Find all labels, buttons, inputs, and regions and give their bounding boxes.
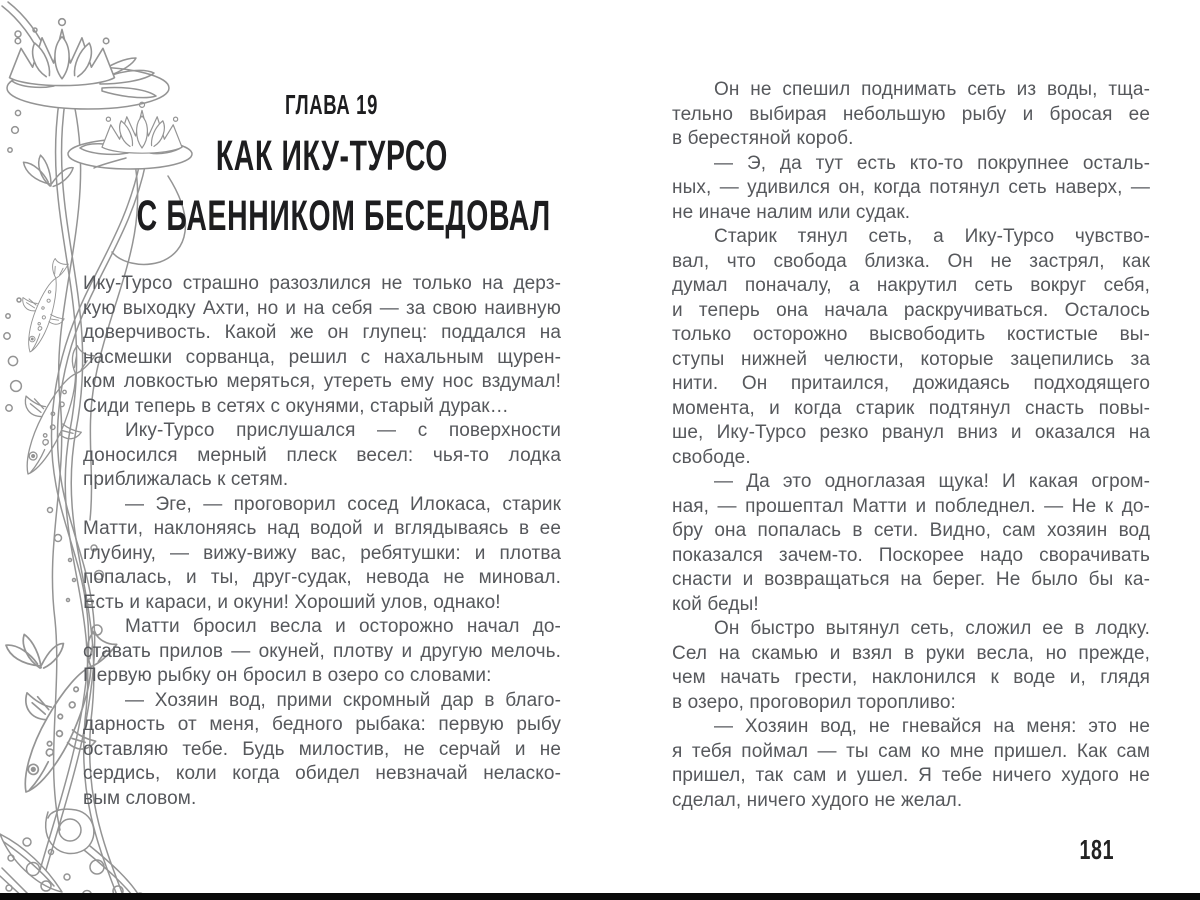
text-line: Он не спешил поднимать сеть из воды, тща-: [714, 79, 1150, 100]
lily-bud-lower: [5, 624, 69, 677]
page-number: 181: [1079, 834, 1115, 865]
paragraph: [672, 152, 1150, 226]
text-line: — Э, да тут есть кто-то покрупнее осталь-: [714, 152, 1150, 174]
text-line: кую выходку Ахти, но и на себя — за свою наивную: [83, 297, 561, 319]
text-line: чем начать грести, наклонился к воде и, глядя: [672, 667, 1150, 688]
text-line: вал, что свобода близка. Он не застрял, как: [672, 250, 1150, 272]
paragraph: [672, 617, 1150, 715]
text-line: ступы нижней челюсти, которые зацепились за: [672, 348, 1150, 370]
text-line: оставляю тебе. Будь милостив, не серчай и не: [83, 738, 561, 760]
text-line: насмешки сорванца, решил с нахальным щурен-: [83, 346, 561, 368]
text-line: Старик тянул сеть, а Ику-Турсо чувство-: [714, 226, 1150, 247]
text-line: доверчивость. Какой же он глупец: поддался на: [83, 322, 561, 343]
text-line: в озеро, проговорил торопливо:: [672, 691, 956, 713]
text-line: доносился мерный плеск весел: чья-то лодка: [83, 444, 561, 466]
text-line: — Да это одноглазая щука! И какая огром-: [714, 471, 1150, 492]
text-line: ше, Ику-Турсо резко рванул вниз и оказался на: [672, 422, 1150, 443]
text-line: дарность от меня, бедного рыбака: первую рыбу: [83, 714, 561, 735]
text-line: Ику-Турсо страшно разозлился не только на дерз-: [83, 273, 561, 294]
text-line: снасти и возвращаться на берег. Не было бы ка-: [672, 569, 1150, 590]
text-line: Матти бросил весла и осторожно начал до-: [125, 616, 561, 637]
text-line: Ику-Турсо прислушался — с поверхности: [125, 420, 561, 441]
text-line: вым словом.: [83, 787, 197, 809]
text-line: сердись, коли когда обидел невзначай неласко-: [83, 763, 561, 784]
paragraph: [83, 272, 561, 419]
paragraph: [672, 715, 1150, 813]
text-line: я тебя поймал — ты сам ко мне пришел. Как сам: [672, 740, 1150, 762]
text-line: ком ловкостью меряться, утереть ему нос вздумал!: [83, 371, 561, 392]
chapter-heading: [30, 84, 634, 251]
footer-bar: [0, 893, 1200, 900]
text-line: показался зачем-то. Поскорее надо сворачивать: [672, 544, 1150, 566]
text-line: Сиди теперь в сетях с окунями, старый дурак…: [83, 395, 509, 417]
text-line: — Эге, — проговорил сосед Илокаса, старик: [125, 493, 561, 515]
text-line: ных, — удивился он, когда потянул сеть наверх, —: [672, 177, 1150, 198]
text-line: не иначе налим или судак.: [672, 201, 911, 223]
text-line: нити. Он притаился, дожидаясь подходящего: [672, 373, 1150, 394]
text-line: только осторожно высвободить костистые вы-: [672, 324, 1150, 345]
text-line: момента, и когда старик подтянул снасть повы-: [672, 397, 1150, 419]
text-line: и теперь она начала раскручиваться. Осталось: [672, 299, 1150, 321]
text-line: свободе.: [672, 446, 751, 468]
text-line: ставать прилов — окуней, плотву и другую мелочь.: [83, 640, 561, 662]
text-line: попалась, и ты, друг-судак, невода не миновал.: [83, 567, 561, 588]
text-line: пришел, так сам и ушел. Я тебе ничего худого не: [672, 765, 1150, 786]
paragraph: [672, 78, 1150, 152]
paragraph: [83, 419, 561, 493]
text-line: приближалась к сетям.: [83, 469, 289, 490]
left-text-column: [83, 272, 561, 811]
text-line: ная, — прошептал Матти и побледнел. — Не к до-: [672, 495, 1150, 517]
text-line: Матти, наклоняясь над водой и вглядываясь в ее: [83, 518, 561, 539]
text-line: тельно выбирая небольшую рыбу и бросая ее: [672, 103, 1150, 125]
chapter-number: ГЛАВА 19: [285, 89, 379, 120]
text-line: Сел на скамью и взял в руки весла, но прежде,: [672, 642, 1150, 664]
text-line: Первую рыбку он бросил в озеро со словами:: [83, 665, 492, 686]
text-line: Он быстро вытянул сеть, сложил ее в лодку.: [714, 618, 1150, 639]
text-line: сделал, ничего худого не желал.: [672, 789, 963, 811]
paragraph: [83, 615, 561, 689]
text-line: — Хозяин вод, прими скромный дар в благо-: [125, 689, 561, 711]
text-line: — Хозяин вод, не гневайся на меня: это не: [714, 716, 1150, 737]
paragraph: [672, 225, 1150, 470]
text-line: думал поначалу, а накрутил сеть вокруг себя,: [672, 275, 1150, 296]
text-line: в берестяной короб.: [672, 128, 854, 149]
right-text-column: [672, 78, 1150, 813]
paragraph: [83, 493, 561, 616]
text-line: глубину, — вижу-вижу вас, ребятушки: и плотва: [83, 542, 561, 564]
chapter-title-line1: КАК ИКУ-ТУРСО: [215, 132, 449, 180]
text-line: бру она попалась в сети. Видно, сам хозяин вод: [672, 520, 1150, 541]
text-line: Есть и караси, и окуни! Хороший улов, однако!: [83, 591, 501, 613]
text-line: кой беды!: [672, 593, 759, 615]
chapter-title-line2: С БАЕННИКОМ БЕСЕДОВАЛ: [136, 192, 551, 240]
paragraph: [672, 470, 1150, 617]
paragraph: [83, 689, 561, 812]
